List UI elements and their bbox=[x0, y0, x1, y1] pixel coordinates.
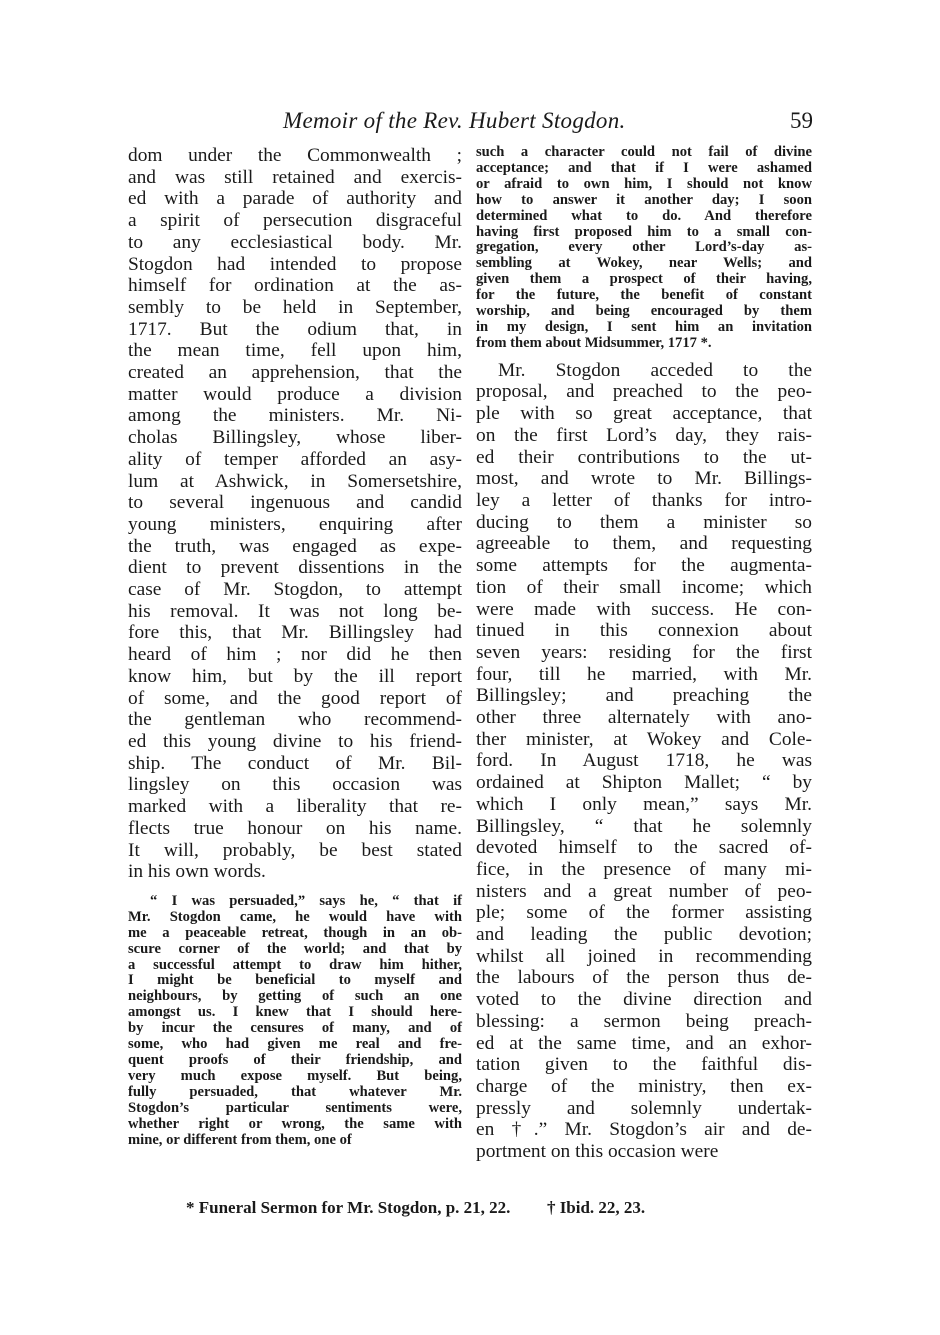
text-line: Billingsley, “ that he solemnly bbox=[476, 815, 812, 837]
text-line: the gentleman who recommend- bbox=[128, 709, 462, 731]
text-line: neighbours, by getting of such an one bbox=[128, 988, 462, 1005]
text-line: the mean time, fell upon him, bbox=[128, 340, 462, 362]
text-line: determined what to do. And therefore bbox=[476, 207, 812, 224]
text-line: on the first Lord’s day, they rais- bbox=[476, 424, 812, 446]
text-line: four, till he married, with Mr. bbox=[476, 663, 812, 685]
footnotes bbox=[186, 1198, 786, 1218]
text-line: mine, or different from them, one of bbox=[128, 1131, 352, 1148]
text-line: in my design, I sent him an invitation bbox=[476, 318, 812, 335]
text-line: sembling at Wokey, near Wells; and bbox=[476, 255, 812, 272]
text-line: me a peaceable retreat, though in an ob- bbox=[128, 924, 462, 941]
text-line: some attempts for the augmenta- bbox=[476, 555, 812, 577]
text-line: his removal. It was not long be- bbox=[128, 600, 462, 622]
text-line: charge of the ministry, then ex- bbox=[476, 1075, 812, 1097]
running-header bbox=[0, 108, 940, 138]
text-line: sembly to be held in September, bbox=[128, 296, 462, 318]
text-line: fice, in the presence of many mi- bbox=[476, 858, 812, 880]
text-line: know him, but by the ill report bbox=[128, 665, 462, 687]
text-line: seven years: residing for the first bbox=[476, 641, 812, 663]
text-line: quent proofs of their friendship, and bbox=[128, 1051, 462, 1068]
text-line: agreeable to them, and requesting bbox=[476, 533, 812, 555]
text-line: to several ingenuous and candid bbox=[128, 492, 462, 514]
text-line: young ministers, enquiring after bbox=[128, 513, 462, 535]
text-line: from them about Midsummer, 1717 *. bbox=[476, 334, 712, 351]
text-line: cholas Billingsley, whose liber- bbox=[128, 427, 462, 449]
text-line: a spirit of persecution disgraceful bbox=[128, 210, 462, 232]
text-line: lum at Ashwick, in Somersetshire, bbox=[128, 470, 462, 492]
text-line: such a character could not fail of divine bbox=[476, 144, 812, 160]
left-column bbox=[128, 145, 462, 1148]
text-line: whether right or wrong, the same with bbox=[128, 1115, 462, 1132]
text-line: some, who had given me real and fre- bbox=[128, 1036, 462, 1053]
text-line: by incur the censures of many, and of bbox=[128, 1020, 462, 1037]
text-line: worship, and being encouraged by them bbox=[476, 303, 812, 320]
text-line: ed this young divine to his friend- bbox=[128, 730, 462, 752]
text-line: having first proposed him to a small con- bbox=[476, 223, 812, 240]
right-quotation bbox=[476, 145, 812, 352]
text-line: ley a letter of thanks for intro- bbox=[476, 490, 812, 511]
text-line: devoted himself to the sacred of- bbox=[476, 837, 812, 859]
text-line: ality of temper afforded an asy- bbox=[128, 448, 462, 470]
text-line: most, and wrote to Mr. Billings- bbox=[476, 468, 812, 490]
text-line: for the future, the benefit of constant bbox=[476, 287, 812, 304]
left-quotation bbox=[128, 894, 462, 1149]
text-line: other three alternately with ano- bbox=[476, 707, 812, 729]
text-line: ther minister, at Wokey and Cole- bbox=[476, 728, 812, 750]
text-line: or afraid to own him, I should not know bbox=[476, 175, 812, 192]
text-line: nisters and a great number of peo- bbox=[476, 880, 812, 902]
text-line: ordained at Shipton Mallet; “ by bbox=[476, 772, 812, 794]
text-line: heard of him ; nor did he then bbox=[128, 644, 462, 666]
text-line: which I only mean,” says Mr. bbox=[476, 793, 812, 815]
text-line: It will, probably, be best stated bbox=[128, 839, 462, 861]
text-line: 1717. But the odium that, in bbox=[128, 318, 462, 340]
text-line: of some, and the good report of bbox=[128, 687, 462, 709]
text-line: ed with a parade of authority and bbox=[128, 188, 462, 210]
text-line: tation given to the faithful dis- bbox=[476, 1054, 812, 1076]
text-line: ple; some of the former assisting bbox=[476, 902, 812, 924]
text-line: and leading the public devotion; bbox=[476, 924, 812, 946]
text-line: ford. In August 1718, he was bbox=[476, 750, 812, 772]
text-line: himself for ordination at the as- bbox=[128, 275, 462, 297]
running-title: Memoir of the Rev. Hubert Stogdon. bbox=[283, 108, 626, 133]
page-number: 59 bbox=[790, 108, 813, 133]
right-body-text bbox=[476, 360, 812, 1163]
text-line: portment on this occasion were bbox=[476, 1141, 719, 1163]
text-line: tinued in this connexion about bbox=[476, 620, 812, 642]
text-line: Stogdon had intended to propose bbox=[128, 253, 462, 275]
text-line: amongst us. I knew that I should here- bbox=[128, 1004, 462, 1021]
text-line: I might be beneficial to myself and bbox=[128, 972, 462, 989]
text-line: en †.” Mr. Stogdon’s air and de- bbox=[476, 1119, 812, 1141]
text-line: blessing: a sermon being preach- bbox=[476, 1010, 812, 1032]
text-line: dom under the Commonwealth ; bbox=[128, 145, 462, 166]
text-line: ed at the same time, and an exhor- bbox=[476, 1032, 812, 1054]
footnote-2: † Ibid. 22, 23. bbox=[546, 1198, 646, 1217]
text-line: ducing to them a minister so bbox=[476, 511, 812, 533]
text-line: tion of their small income; which bbox=[476, 576, 812, 598]
footnote-1: * Funeral Sermon for Mr. Stogdon, p. 21, 22. bbox=[186, 1198, 511, 1217]
text-line: the labours of the person thus de- bbox=[476, 967, 812, 989]
text-line: whilst all joined in recommending bbox=[476, 945, 812, 967]
text-line: acceptance; and that if I were ashamed bbox=[476, 159, 812, 176]
text-line: gregation, every other Lord’s-day as- bbox=[476, 239, 812, 256]
text-line: given them a prospect of their having, bbox=[476, 271, 812, 288]
text-line: Billingsley; and preaching the bbox=[476, 685, 812, 707]
text-line: matter would produce a division bbox=[128, 383, 462, 405]
text-line: fully persuaded, that whatever Mr. bbox=[128, 1083, 462, 1100]
right-column bbox=[476, 145, 812, 1163]
text-line: voted to the divine direction and bbox=[476, 989, 812, 1011]
text-line: dient to prevent dissentions in the bbox=[128, 557, 462, 579]
text-line: very much expose myself. But being, bbox=[128, 1067, 462, 1084]
text-line: Mr. Stogdon acceded to the bbox=[498, 359, 812, 381]
text-line: Mr. Stogdon came, he would have with bbox=[128, 908, 462, 925]
text-line: proposal, and preached to the peo- bbox=[476, 381, 812, 403]
text-line: in his own words. bbox=[128, 861, 266, 883]
text-line: ple with so great acceptance, that bbox=[476, 403, 812, 425]
text-line: “ I was persuaded,” says he, “ that if bbox=[150, 892, 462, 909]
text-line: ed their contributions to the ut- bbox=[476, 446, 812, 468]
text-line: ship. The conduct of Mr. Bil- bbox=[128, 752, 462, 774]
text-line: fore this, that Mr. Billingsley had bbox=[128, 622, 462, 644]
text-line: created an apprehension, that the bbox=[128, 362, 462, 384]
text-line: scure corner of the world; and that by bbox=[128, 940, 462, 957]
text-line: and was still retained and exercis- bbox=[128, 166, 462, 188]
text-line: marked with a liberality that re- bbox=[128, 796, 462, 818]
text-line: how to answer it another day; I soon bbox=[476, 191, 812, 208]
text-line: lingsley on this occasion was bbox=[128, 774, 462, 796]
left-body-text bbox=[128, 145, 462, 883]
text-line: Stogdon’s particular sentiments were, bbox=[128, 1099, 462, 1116]
text-line: case of Mr. Stogdon, to attempt bbox=[128, 579, 462, 601]
text-line: flects true honour on his name. bbox=[128, 817, 462, 839]
text-line: a successful attempt to draw him hither, bbox=[128, 956, 462, 973]
text-line: to any ecclesiastical body. Mr. bbox=[128, 231, 462, 253]
text-line: were made with success. He con- bbox=[476, 598, 812, 620]
text-line: pressly and solemnly undertak- bbox=[476, 1097, 812, 1119]
text-line: the truth, was engaged as expe- bbox=[128, 535, 462, 557]
text-line: among the ministers. Mr. Ni- bbox=[128, 405, 462, 427]
